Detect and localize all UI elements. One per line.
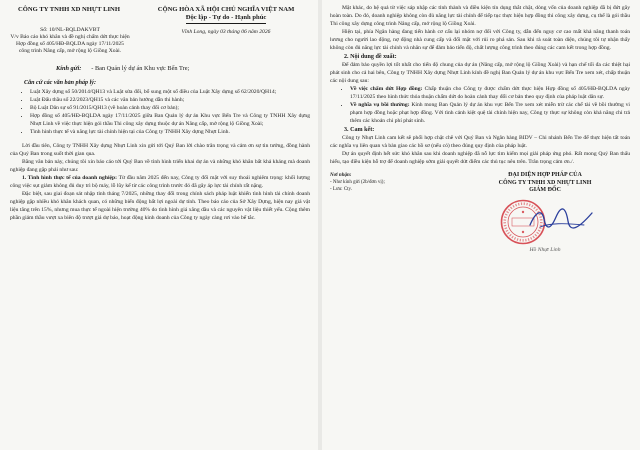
signer-title-3: GIÁM ĐỐC <box>529 187 561 193</box>
section-2-title: 2. Nội dung đề xuất: <box>344 54 397 60</box>
list-item: • Hợp đồng số 405/HĐ-BQLDA ngày 17/11/2025 giữa Ban Quản lý dự án Khu vực Bến Tre và Công ty TNHH Xây dựng Nhựt Linh về việc thực hiện gói thầu Thi công xây dựng thuộc dự án Nâng cấp, mở rộng lộ Giồng Xoài; <box>30 112 310 128</box>
list-item <box>350 101 630 125</box>
recipients-title: Nơi nhận: <box>330 173 352 178</box>
section-2-text: Để đảm bảo quyền lợi tốt nhất cho tiến độ chung của dự án (Nâng cấp, mở rộng lộ Giồng Xoài) và hạn chế tối đa các thiệt hại phát sinh cho cả hai bên, Công ty TNHH Xây dựng Nhựt Linh kính đề nghị Ban Quản lý dự án khu vực Bến Tre xem xét, chấp thuận các nội dung sau: <box>330 62 630 84</box>
recipients-block <box>330 172 430 254</box>
list-item: • Bộ Luật Dân sự số 91/2015/QH13 (về hoàn cảnh thay đổi cơ bản); <box>30 104 310 112</box>
proposal-1-text: Chấp thuận cho Công ty được chấm dứt thực hiện Hợp đồng số 405/HĐ-BQLDA ngày 17/11/2025 theo hình thức thỏa thuận chấm dứt do hoàn cảnh thay đổi cơ bản theo quy định của pháp luật dân sự. <box>350 86 631 100</box>
motto: Độc lập - Tự do - Hạnh phúc <box>186 14 267 24</box>
recipient-item: - Lưu: Cty. <box>330 187 352 192</box>
place-date: Vĩnh Long, ngày 03 tháng 06 năm 2026 <box>181 29 271 35</box>
paragraph: Mặt khác, do hệ quả từ việc sáp nhập các tỉnh thành và điều kiện tín dụng thắt chặt, dòng vốn của doanh nghiệp đã bị đứt gãy hoàn toàn. Do đó, doanh nghiệp không còn đủ năng lực tài chính để tiếp tục thực hiện hợp đồng thi công xây dựng, cụ thể là gói thầu Thi công xây dựng công trình Nâng cấp, mở rộng lộ Giồng Xoài. <box>330 5 630 27</box>
nation-title: CỘNG HÒA XÃ HỘI CHỦ NGHĨA VIỆT NAM <box>157 6 295 13</box>
section-1-text: Từ đầu năm 2025 đến nay, Công ty đối mặt với suy thoái nghiêm trọng: khối lượng công việc sụt giảm không đủ duy trì bộ máy, lỗ lũy kế từ các công trình trước đó đã gây áp lực tài chính rất nặng. <box>10 175 310 189</box>
paragraph: Hiện tại, phía Ngân hàng đang tiến hành cơ cấu lại nhóm nợ đối với Công ty, dẫn đến nguy cơ cao mất khả năng thanh toán lương cho người lao động, nợ động nhà cung cấp và đối mặt với rủi ro phá sản. Sau khi rà soát toàn diện, chúng tôi tự nhận thấy không còn đủ năng lực tài chính và nhân sự để đảm bảo tiến độ, chất lượng công trình theo đúng các cam kết trong hợp đồng. <box>330 29 630 51</box>
nation-block <box>142 6 310 24</box>
doc-subject: V/v Báo cáo khó khăn và đề nghị chấm dứt thực hiện Hợp đồng số 405/HĐ-BQLDA ngày 17/11/2025 công trình Nâng cấp, mở rộng lộ Giồng Xoài. <box>10 34 130 54</box>
proposal-1-label: Về việc chấm dứt Hợp đồng: <box>350 86 423 92</box>
proposal-list <box>330 85 630 125</box>
recipient-label: Kính gửi: <box>56 65 82 72</box>
recipient-name: - Ban Quản lý dự án Khu vực Bến Tre; <box>91 65 190 72</box>
signer-title-2: CÔNG TY TNHH XD NHỰT LINH <box>498 179 592 186</box>
proposal-2-text: Kính mong Ban Quản lý dự án khu vực Bến Tre xem xét miễn trừ các chế tài về bồi thường vi phạm hợp đồng hoặc phạt hợp đồng. Với tình cảnh kiệt quệ tài chính hiện nay, Công ty thực sự không còn khả năng chi trả thêm các khoản chi phí phát sinh. <box>350 102 630 124</box>
signer-title-1: ĐẠI DIỆN HỢP PHÁP CỦA <box>508 172 582 178</box>
doc-number-block <box>10 27 130 55</box>
section-3-title: 3. Cam kết: <box>344 127 375 133</box>
page-left <box>0 0 318 450</box>
recipient-line <box>56 65 310 72</box>
section-1-title: 1. Tình hình thực tế của doanh nghiệp: <box>22 175 117 181</box>
section-1 <box>10 174 310 190</box>
section-1-text-2: Đặc biệt, sau giai đoạn sát nhập tỉnh tháng 7/2025, những thay đổi trong chính sách pháp luật khiến tình hình tài chính doanh nghiệp gặp nhiều khó khăn khách quan, có những biến động bất lợi ngoài dự tính. Theo báo cáo của Sở Xây Dựng, hiện nay giá vật liệu tăng trên 15%, nhưng mua thực tế ngoài hiện trường 40% do tình hình giá xăng dầu và các nguyên vật liệu thiết yếu. Cộng thêm phần giảm thầu vượt xa biên độ trượt giá dự báo, hoạt động kinh doanh của Công ty ngày càng rơi vào bế tắc. <box>10 191 310 221</box>
proposal-2-label: Về nghĩa vụ bồi thường: <box>350 102 410 108</box>
doc-meta <box>10 24 310 55</box>
letterhead <box>10 6 310 24</box>
company-name: CÔNG TY TNHH XD NHỰT LINH <box>18 6 120 13</box>
page-right <box>322 0 640 450</box>
list-item: • Luật Đấu thầu số 22/2023/QH15 và các văn bản hướng dẫn thi hành; <box>30 96 310 104</box>
handwritten-signature-icon <box>526 205 596 235</box>
legal-bases-heading: Căn cứ các văn bản pháp lý: <box>24 80 97 86</box>
intro-paragraph: Lời đầu tiên, Công ty TNHH Xây dựng Nhựt Linh xin gửi tới Quý Ban lời chào trân trọng và cảm ơn sự tin tưởng, đồng hành của Quý Ban trong suốt thời gian qua. <box>10 143 310 157</box>
signature-area <box>330 172 630 254</box>
list-item: • Luật Xây dựng số 50/2014/QH13 và Luật sửa đổi, bổ sung một số điều của Luật Xây dựng số 62/2020/QH14; <box>30 88 310 96</box>
list-item <box>350 85 630 101</box>
section-3-text: Công ty Nhựt Linh cam kết sẽ phối hợp chặt chẽ với Quý Ban và Ngân hàng BIDV – Chi nhánh Bến Tre để thực hiện tất toán các nghĩa vụ liên quan và bàn giao các hồ sơ (nếu có) theo đúng quy định của pháp luật. <box>330 135 630 149</box>
stamp-and-signature <box>460 197 630 245</box>
section-3-text: Dự án quyết định hết sức khó khăn sau khi doanh nghiệp đã nỗ lực tìm kiếm mọi giải pháp ứng phó. Rất mong Quý Ban thấu hiểu, tạo điều kiện hỗ trợ để doanh nghiệp sớm giải quyết dứt điểm các thủ tục nêu trên. Trân trọng cảm ơn./. <box>330 151 630 165</box>
recipient-item: - Như kính gửi (2b/đơn vị); <box>330 180 385 185</box>
signer-name: Hồ Nhựt Linh <box>529 246 561 253</box>
legal-bases-list <box>10 88 310 136</box>
doc-number: Số: 10/NL-BQLDAKVBT <box>40 27 100 33</box>
list-item: • Tình hình thực tế và năng lực tài chính hiện tại của Công ty TNHH Xây dựng Nhựt Linh. <box>30 128 310 136</box>
signer-block <box>460 172 630 254</box>
intro-paragraph: Bằng văn bản này, chúng tôi xin báo cáo tới Quý Ban về tình hình triển khai dự án và những khó khăn bất khả kháng mà doanh nghiệp đang gặp phải như sau: <box>10 159 310 173</box>
